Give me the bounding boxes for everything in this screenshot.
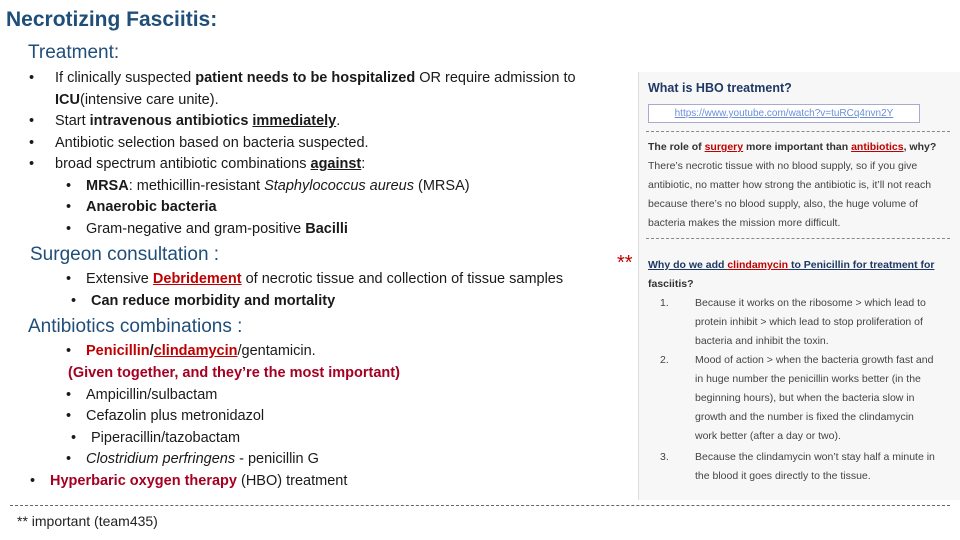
page-title: Necrotizing Fasciitis: <box>6 8 218 31</box>
panel-reason-line: the blood it goes directly to the tissue. <box>695 470 871 482</box>
panel-reason-line: Because it works on the ribosome > which lead to <box>695 297 926 309</box>
treatment-item-hospitalized: • If clinically suspected patient needs to be hospitalized OR require admission to <box>55 70 576 86</box>
antibiotics-item-piperacillin: • Piperacillin/tazobactam <box>91 430 240 446</box>
panel-reason-line: growth and the number is fixed the clindamycin <box>695 411 914 423</box>
panel-answer-line: because there’s no blood supply, also, the huge volume of <box>648 198 918 210</box>
antibiotics-note: (Given together, and they’re the most important) <box>68 365 400 381</box>
panel-answer-line: bacteria makes the mission more difficult. <box>648 217 841 229</box>
treatment-item-broad-spectrum: • broad spectrum antibiotic combinations against: <box>55 156 365 172</box>
panel-question-surgery: The role of surgery more important than antibiotics, why? <box>648 141 937 153</box>
treatment-item-icu: ICU(intensive care unite). <box>55 92 219 108</box>
treatment-heading: Treatment: <box>28 42 120 63</box>
footer-divider <box>10 505 950 506</box>
panel-reason-line: beginning hours), but when the bacteria slow in <box>695 392 915 404</box>
panel-reason-line: bacteria and inhibit the toxin. <box>695 335 829 347</box>
panel-divider <box>646 238 950 239</box>
panel-number: 3. <box>660 451 669 463</box>
panel-question-clindamycin: Why do we add clindamycin to Penicillin for treatment for <box>648 259 935 271</box>
antibiotics-heading: Antibiotics combinations : <box>28 316 243 337</box>
panel-reason-line: in huge number the penicillin works better (in the <box>695 373 921 385</box>
treatment-sub-anaerobic: • Anaerobic bacteria <box>86 199 217 215</box>
panel-number: 1. <box>660 297 669 309</box>
treatment-item-iv-antibiotics: • Start intravenous antibiotics immediately. <box>55 113 340 129</box>
panel-answer-line: There’s necrotic tissue with no blood supply, so if you give <box>648 160 918 172</box>
panel-reason-line: protein inhibit > which lead to stop proliferation of <box>695 316 923 328</box>
important-stars: ** <box>617 252 633 274</box>
panel-reason-line: Mood of action > when the bacteria growth fast and <box>695 354 934 366</box>
antibiotics-item-penicillin: • Penicillin/clindamycin/gentamicin. <box>86 343 316 359</box>
antibiotics-item-ampicillin: • Ampicillin/sulbactam <box>86 387 217 403</box>
surgeon-item-debridement: • Extensive Debridement of necrotic tissue and collection of tissue samples <box>86 271 563 287</box>
panel-answer-line: antibiotic, no matter how strong the antibiotic is, it’ll not reach <box>648 179 932 191</box>
treatment-item-selection: • Antibiotic selection based on bacteria suspected. <box>55 135 369 151</box>
panel-reason-line: Because the clindamycin won’t stay half a minute in <box>695 451 935 463</box>
antibiotics-item-clostridium: • Clostridium perfringens - penicillin G <box>86 451 319 467</box>
treatment-sub-gram: • Gram-negative and gram-positive Bacilli <box>86 221 348 237</box>
surgeon-item-morbidity: • Can reduce morbidity and mortality <box>91 293 335 309</box>
antibiotics-item-hbo: • Hyperbaric oxygen therapy (HBO) treatment <box>50 473 347 489</box>
footer-note: ** important (team435) <box>17 513 158 529</box>
panel-question-line: fasciitis? <box>648 278 694 290</box>
panel-divider <box>646 131 950 132</box>
hbo-video-link[interactable]: https://www.youtube.com/watch?v=tuRCq4nvn2Y <box>648 104 920 123</box>
antibiotics-item-cefazolin: • Cefazolin plus metronidazol <box>86 408 264 424</box>
panel-title: What is HBO treatment? <box>648 81 792 95</box>
panel-number: 2. <box>660 354 669 366</box>
treatment-sub-mrsa: • MRSA: methicillin-resistant Staphylococcus aureus (MRSA) <box>86 178 470 194</box>
panel-reason-line: work better (after a day or two). <box>695 430 841 442</box>
surgeon-heading: Surgeon consultation : <box>30 244 220 265</box>
